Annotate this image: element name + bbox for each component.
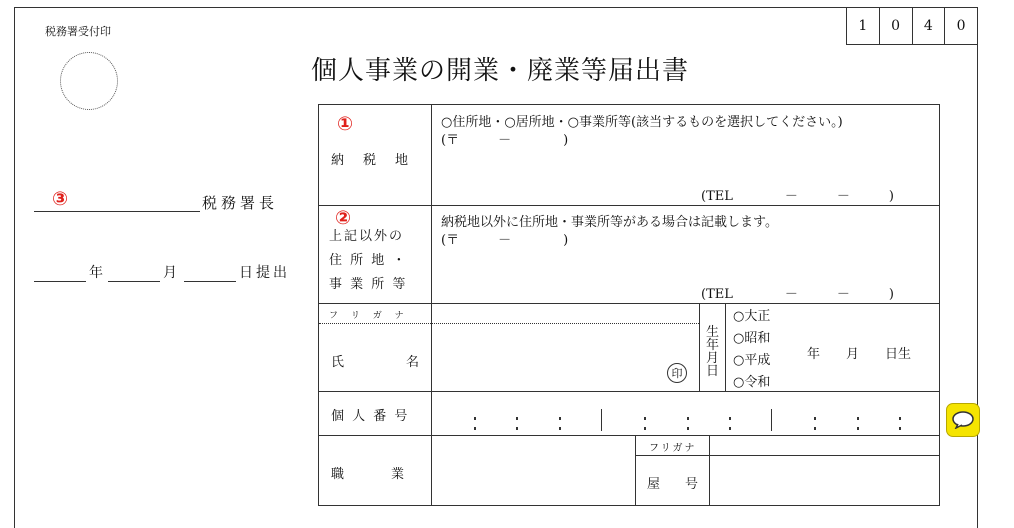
occupation-label: 職 業 [331, 467, 407, 482]
other-address-tel[interactable]: (TEL － － ) [701, 287, 894, 302]
digit-tick [559, 417, 561, 420]
era-option[interactable]: ○令和 [733, 375, 771, 390]
other-address-label-line: 住 所 地 ・ [329, 253, 408, 268]
digit-tick [474, 417, 476, 420]
comment-icon[interactable] [946, 403, 980, 437]
other-address-label-line: 上記以外の [329, 229, 405, 244]
furigana-divider [319, 323, 699, 324]
form-code-digit: 1 [847, 8, 880, 44]
digit-tick [814, 427, 816, 430]
digit-tick [729, 417, 731, 420]
office-chief-label: 税務署長 [202, 194, 279, 212]
form-code-digit: 0 [956, 18, 966, 34]
form-table [318, 104, 940, 506]
digit-tick [899, 417, 901, 420]
birth-label: 年 [706, 338, 720, 353]
birth-date-units[interactable]: 年 月 日生 [807, 347, 912, 362]
address-type-options[interactable]: ○住所地・○居所地・○事業所等(該当するものを選択してください。) [441, 115, 843, 130]
era-option[interactable]: ○大正 [733, 309, 771, 324]
digit-tick [516, 417, 518, 420]
digit-tick [729, 427, 731, 430]
digit-tick [474, 427, 476, 430]
form-code-digit: 0 [880, 8, 913, 44]
month-label: 月 [163, 265, 177, 281]
form-code-digit: 4 [913, 8, 946, 44]
shop-divider [709, 435, 710, 505]
stamp-label: 税務署受付印 [45, 25, 111, 38]
tax-place-label: 納 税 地 [331, 153, 412, 168]
birth-label: 月 [706, 351, 720, 366]
birth-divider [699, 303, 700, 391]
year-label: 年 [89, 265, 103, 281]
birth-divider [725, 303, 726, 391]
birth-label: 日 [706, 364, 720, 379]
number-group-divider [601, 409, 602, 431]
form-title: 個人事業の開業・廃業等届出書 [310, 56, 689, 86]
row-divider [319, 205, 939, 206]
name-field[interactable] [433, 325, 697, 389]
shop-furigana-divider [635, 455, 939, 456]
my-number-label: 個 人 番 号 [331, 409, 410, 424]
my-number-field[interactable] [433, 393, 937, 433]
digit-tick [644, 417, 646, 420]
office-name-field[interactable] [34, 210, 200, 212]
year-field[interactable] [34, 280, 86, 282]
era-option[interactable]: ○昭和 [733, 331, 771, 346]
row-divider [319, 391, 939, 392]
shop-name-label: 屋 号 [647, 477, 705, 492]
row-divider [319, 303, 939, 304]
shop-furigana-label: フリガナ [649, 443, 697, 454]
birth-label: 生 [706, 325, 720, 340]
label-divider [431, 105, 432, 505]
submit-label: 日提出 [239, 265, 290, 281]
shop-divider [635, 435, 636, 505]
digit-tick [857, 427, 859, 430]
marker-1: ① [337, 113, 354, 135]
digit-tick [687, 427, 689, 430]
row-divider [319, 435, 939, 436]
stamp-circle [60, 52, 118, 110]
other-address-label-line: 事 業 所 等 [329, 277, 408, 292]
marker-3: ③ [52, 188, 69, 210]
name-label: 氏 名 [331, 355, 422, 370]
era-option[interactable]: ○平成 [733, 353, 771, 368]
seal-text: 印 [671, 367, 683, 380]
digit-tick [644, 427, 646, 430]
tax-place-tel[interactable]: (TEL － － ) [701, 189, 894, 204]
speech-bubble-icon [952, 411, 974, 429]
occupation-field[interactable] [433, 437, 633, 503]
form-code-box [846, 8, 977, 45]
other-address-note: 納税地以外に住所地・事業所等がある場合は記載します。 [441, 215, 778, 230]
seal-mark [667, 363, 687, 383]
other-address-postal[interactable]: (〒 － ) [441, 233, 569, 248]
digit-tick [814, 417, 816, 420]
number-group-divider [771, 409, 772, 431]
furigana-label: フ リ ガ ナ [329, 311, 409, 321]
digit-tick [899, 427, 901, 430]
digit-tick [559, 427, 561, 430]
marker-2: ② [335, 207, 352, 229]
tax-place-postal[interactable]: (〒 － ) [441, 133, 569, 148]
month-field[interactable] [108, 280, 160, 282]
digit-tick [687, 417, 689, 420]
shop-name-field[interactable] [711, 457, 937, 503]
digit-tick [857, 417, 859, 420]
digit-tick [516, 427, 518, 430]
day-field[interactable] [184, 280, 236, 282]
